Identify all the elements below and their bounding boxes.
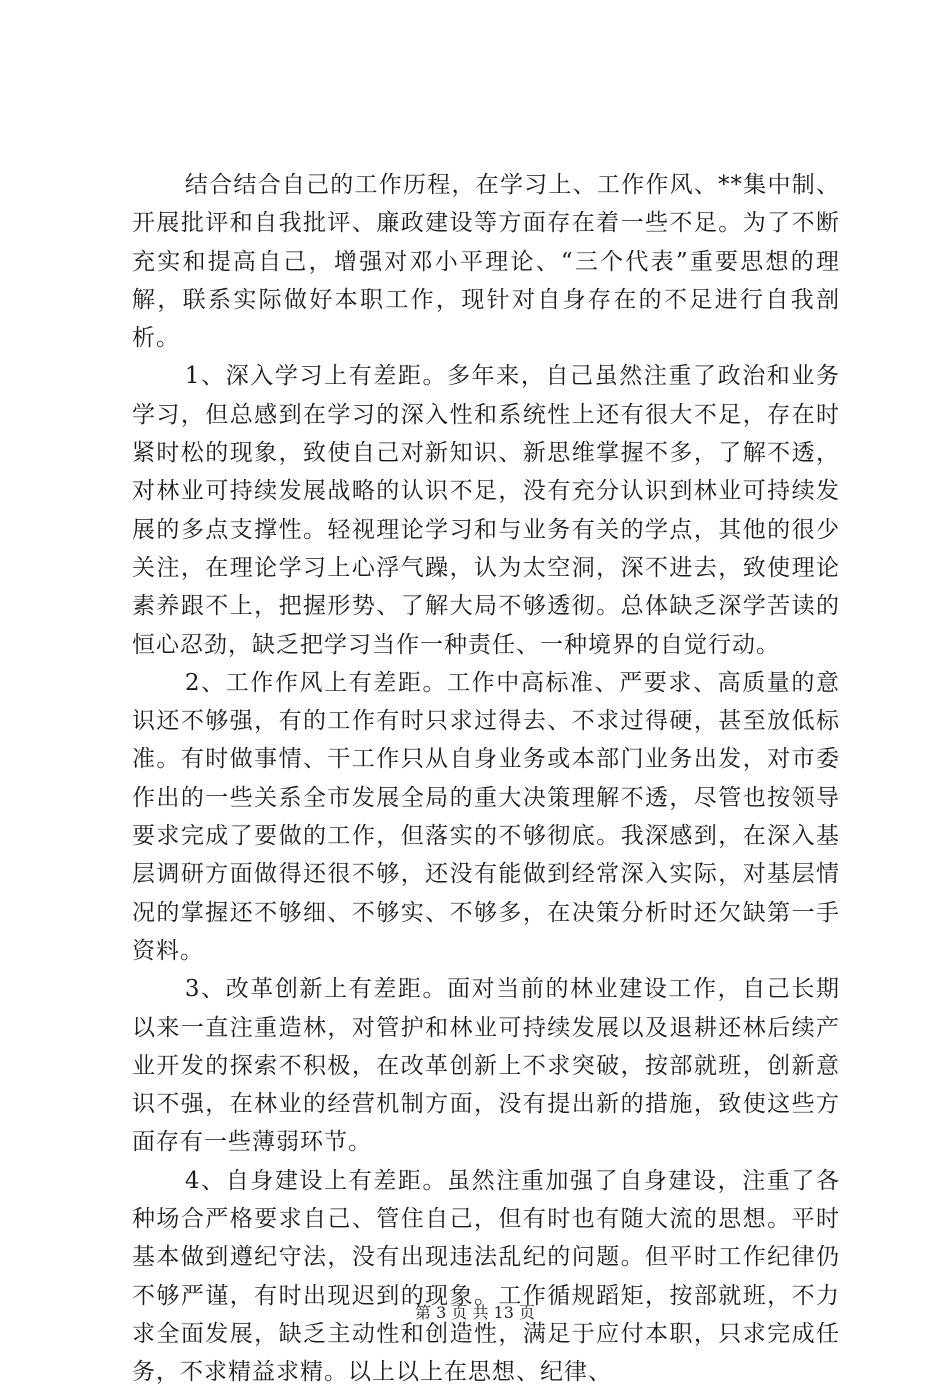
paragraph-reform-gap: 3、改革创新上有差距。面对当前的林业建设工作，自己长期以来一直注重造林，对管护和林业可持续发展以及退耕还林后续产业开发的探索不积极，在改革创新上不求突破，按部就班，创新意识不强，在林业的经营机制方面，没有提出新的措施，致使这些方面存有一些薄弱环节。 (132, 976, 840, 1156)
page-number-footer: 第 3 页 共 13 页 (415, 1303, 535, 1322)
paragraph-self-building-gap: 4、自身建设上有差距。虽然注重加强了自身建设，注重了各种场合严格要求自己、管住自己，但有时也有随大流的思想。平时基本做到遵纪守法，没有出现违法乱纪的问题。但平时工作纪律仍不够严谨，有时出现迟到的现象。工作循规蹈矩，按部就班，不力求全面发展，缺乏主动性和创造性，满足于应付本职，只求完成任务，不求精益求精。以上以上在思想、纪律、 (132, 1167, 840, 1386)
paragraph-work-style-gap: 2、工作作风上有差距。工作中高标准、严要求、高质量的意识还不够强，有的工作有时只求过得去、不求过得硬，甚至放低标准。有时做事情、干工作只从自身业务或本部门业务出发，对市委作出的一些关系全市发展全局的重大决策理解不透，尽管也按领导要求完成了要做的工作，但落实的不够彻底。我深感到，在深入基层调研方面做得还很不够，还没有能做到经常深入实际，对基层情况的掌握还不够细、不够实、不够多，在决策分析时还欠缺第一手资料。 (132, 669, 840, 964)
document-body (132, 166, 840, 1392)
paragraph-study-gap: 1、深入学习上有差距。多年来，自己虽然注重了政治和业务学习，但总感到在学习的深入性和系统性上还有很大不足，存在时紧时松的现象，致使自己对新知识、新思维掌握不多，了解不透，对林业可持续发展战略的认识不足，没有充分认识到林业可持续发展的多点支撑性。轻视理论学习和与业务有关的学点，其他的很少关注，在理论学习上心浮气躁，认为太空洞，深不进去，致使理论素养跟不上，把握形势、了解大局不够透彻。总体缺乏深学苦读的恒心忍劲，缺乏把学习当作一种责任、一种境界的自觉行动。 (132, 363, 840, 658)
intro-paragraph: 结合结合自己的工作历程，在学习上、工作作风、**集中制、开展批评和自我批评、廉政建设等方面存在着一些不足。为了不断充实和提高自己，增强对邓小平理论、“三个代表”重要思想的理解，联系实际做好本职工作，现针对自身存在的不足进行自我剖析。 (132, 172, 840, 352)
